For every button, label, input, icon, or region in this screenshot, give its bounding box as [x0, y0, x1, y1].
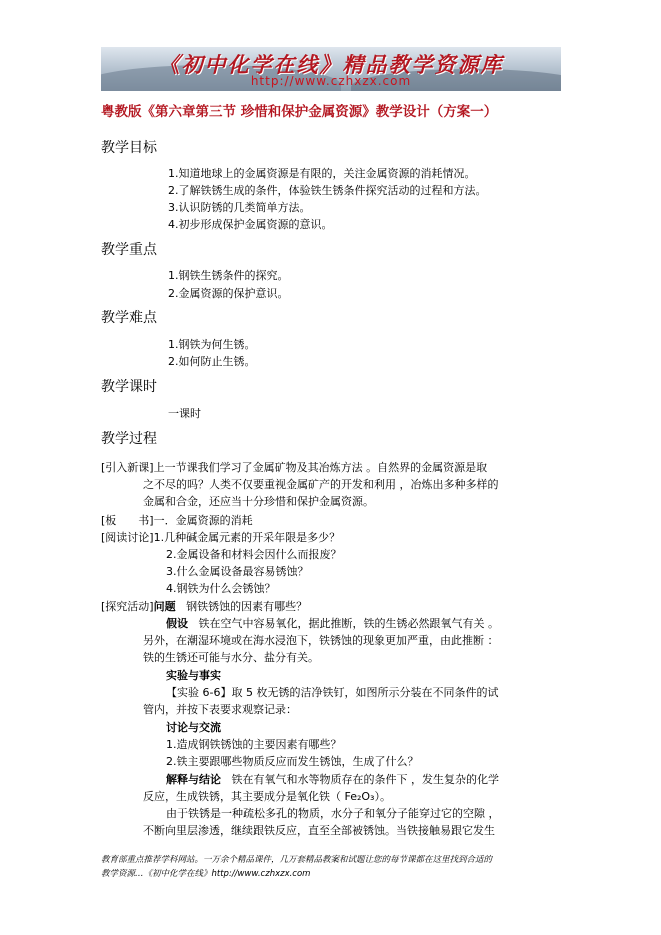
header-banner — [101, 47, 561, 91]
banner-url[interactable]: http://www.czhxzx.com — [250, 74, 412, 88]
document-title: 粤教版《第六章第三节 珍惜和保护金属资源》教学设计（方案一） — [101, 104, 498, 120]
heading-hours: 教学课时 — [101, 379, 157, 395]
difficulty-item: 2.如何防止生锈。 — [168, 355, 256, 368]
process-line: 2.金属设备和材料会因什么而报废？ — [166, 548, 342, 561]
process-line: 4.钢铁为什么会锈蚀？ — [166, 582, 276, 595]
goal-item: 2.了解铁锈生成的条件，体验铁生锈条件探究活动的过程和方法。 — [168, 184, 487, 197]
conclusion-text: 铁在有氧气和水等物质存在的条件下 ，发生复杂的化学 — [231, 773, 499, 786]
process-line: 另外，在潮湿环境或在海水浸泡下，铁锈蚀的现象更加严重，由此推断 ： — [143, 634, 499, 647]
hypothesis-label: 假设 — [166, 617, 188, 630]
key-point-item: 1.钢铁生锈条件的探究。 — [168, 269, 289, 282]
process-line — [101, 598, 307, 614]
process-line: 不断向里层渗透，继续跟铁反应，直至全部被锈蚀。当铁接触易跟它发生 — [143, 824, 495, 837]
process-line: 铁的生锈还可能与水分、盐分有关。 — [143, 651, 319, 664]
goal-item: 4.初步形成保护金属资源的意识。 — [168, 218, 333, 231]
hours-item: 一课时 — [168, 407, 201, 420]
question-text: 钢铁锈蚀的因素有哪些？ — [186, 600, 308, 613]
heading-goals: 教学目标 — [101, 140, 157, 156]
heading-difficulties: 教学难点 — [101, 310, 157, 326]
footer-line: 教育部重点推荐学科网站。一万余个精品课件，几万套精品教案和试题让您的每节课都在这里找到合适的 — [101, 855, 493, 865]
goal-item: 3.认识防锈的几类简单方法。 — [168, 201, 311, 214]
process-line: [引入新课]上一节课我们学习了金属矿物及其冶炼方法 。自然界的金属资源是取 — [101, 461, 488, 474]
heading-key-points: 教学重点 — [101, 242, 157, 258]
heading-process: 教学过程 — [101, 431, 157, 447]
process-line — [166, 771, 499, 787]
process-line: 由于铁锈是一种疏松多孔的物质，水分子和氧分子能穿过它的空隙 ， — [166, 807, 500, 820]
process-line — [166, 615, 499, 631]
process-line: 管内，并按下表要求观察记录： — [143, 703, 297, 716]
process-line: [阅读讨论]1.几种碱金属元素的开采年限是多少？ — [101, 531, 341, 544]
process-line: 3.什么金属设备最容易锈蚀？ — [166, 565, 309, 578]
experiment-heading: 实验与事实 — [166, 669, 221, 682]
goal-item: 1.知道地球上的金属资源是有限的，关注金属资源的消耗情况。 — [168, 167, 476, 180]
page-footer — [101, 853, 571, 881]
banner-title: 《初中化学在线》精品教学资源库 — [158, 52, 504, 77]
discussion-heading: 讨论与交流 — [166, 721, 221, 734]
key-point-item: 2.金属资源的保护意识。 — [168, 287, 289, 300]
explore-label: [探究活动] — [101, 600, 154, 613]
process-line: [板 书]一．金属资源的消耗 — [101, 514, 253, 527]
process-line: 之不尽的吗？人类不仅要重视金属矿产的开发和利用 ，冶炼出多种多样的 — [143, 478, 499, 491]
conclusion-label: 解释与结论 — [166, 773, 221, 786]
process-line: 【实验 6-6】取 5 枚无锈的洁净铁钉，如图所示分装在不同条件的试 — [166, 686, 499, 699]
process-line: 反应，生成铁锈，其主要成分是氧化铁（ Fe₂O₃）。 — [143, 790, 391, 803]
footer-line[interactable]: 教学资源…《初中化学在线》http://www.czhxzx.com — [101, 869, 311, 879]
hypothesis-text: 铁在空气中容易氧化，据此推断，铁的生锈必然跟氧气有关 。 — [198, 617, 499, 630]
process-line: 2.铁主要跟哪些物质反应而发生锈蚀，生成了什么？ — [166, 755, 419, 768]
difficulty-item: 1.钢铁为何生锈。 — [168, 338, 256, 351]
process-line: 1.造成钢铁锈蚀的主要因素有哪些？ — [166, 738, 342, 751]
process-line: 金属和合金，还应当十分珍惜和保护金属资源。 — [143, 495, 374, 508]
question-label: 问题 — [153, 600, 176, 613]
